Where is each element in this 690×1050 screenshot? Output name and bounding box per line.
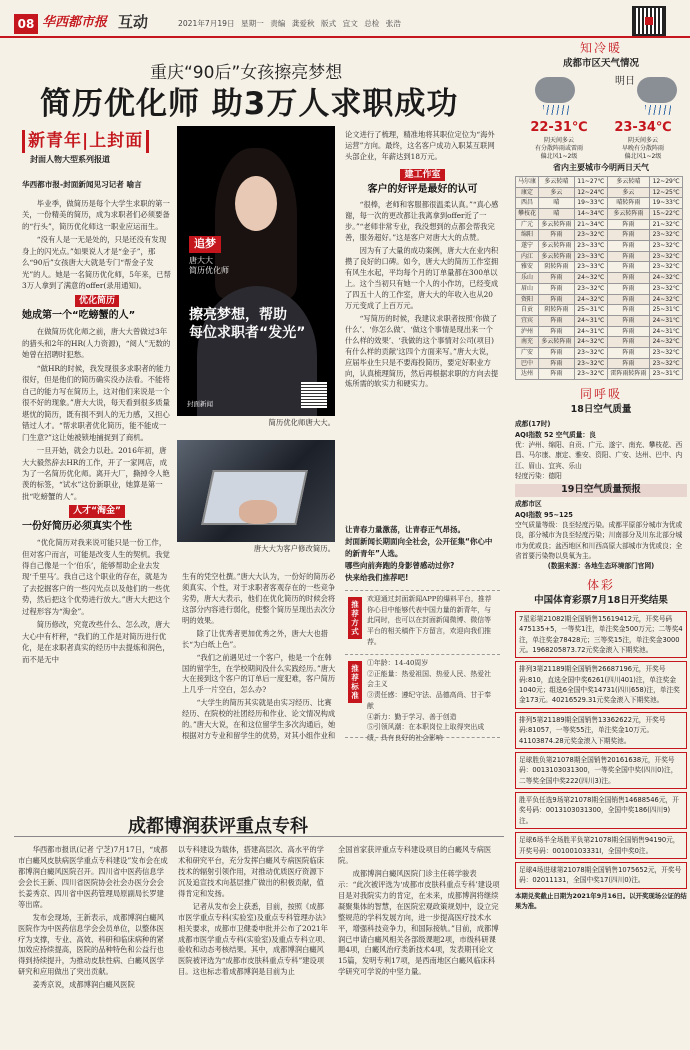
photo-slogan: 擦亮梦想，帮助 每位求职者“发光” — [189, 307, 306, 342]
weather-cell: 阵雨 — [538, 273, 574, 284]
lottery-note: 本期兑奖截止日期为2021年9月16日。以开奖现场公证的结果为准。 — [515, 891, 687, 910]
lottery-header: 体彩 — [586, 577, 615, 592]
rain-icon — [645, 105, 671, 115]
table-title: 省内主要城市今明两日天气 — [553, 163, 649, 172]
weather-cell: 多云转晴 — [607, 176, 650, 187]
body-paragraph: 一旦开始，就会力以赴。2016年初，唐大大毅然辞去HR的工作，开了一家网店，成为了一名简历优化师。离开大厂，撕掉令人艳羡的标签，“试水”这份新职业，她算是第一批“吃螃蟹的人”。 — [22, 446, 170, 501]
qr-code-icon — [301, 382, 327, 408]
section-title: 互动 — [118, 13, 149, 31]
weather-header: 知冷暖 — [579, 41, 622, 55]
weather-title: 成都市区天气情况 — [562, 58, 639, 70]
weather-cell: 广安 — [516, 348, 539, 359]
article-headline: 简历优化师 助3万人求职成功 — [40, 86, 459, 122]
weather-row — [516, 348, 683, 359]
body-paragraph: 全国首家获评重点专科建设项目的白癜风专病医院。 — [338, 845, 492, 865]
article-column-3 — [182, 572, 337, 744]
weather-cell: 阵雨 — [538, 294, 574, 305]
recommend-criteria-box — [345, 654, 500, 742]
weather-cell: 晴 — [538, 208, 574, 219]
page-number: 08 — [14, 14, 38, 34]
weather-cell: 23~33℃ — [574, 241, 607, 252]
weather-cell: 阵雨 — [607, 230, 650, 241]
weather-cell: 多云转阵雨 — [538, 219, 574, 230]
weather-cell: 多云转阵雨 — [538, 241, 574, 252]
weather-cell: 晴转阵雨 — [607, 198, 650, 209]
section-title: 她成第一个“吃螃蟹的人” — [22, 309, 136, 321]
qr-logo-icon — [645, 17, 653, 25]
forecast-block: 成都市区 AQI指数 95~125 空气质量等级：良至轻度污染。成都平原部分城市为优或良，部分城市为良至轻度污染；川南部分及川东北部分城市为优或良；盆西地区和川西高原大部城市为优或良；全省首要污染物以臭氧为主。 (数据来源：各地生态环境部门官网) — [515, 500, 683, 571]
weather-cell: 多云 — [538, 187, 574, 198]
weather-cell: 阵雨 — [607, 326, 650, 337]
recommend-notice — [345, 524, 497, 584]
rain-icon — [543, 105, 569, 115]
weather-row — [516, 176, 683, 187]
weather-cell: 泸州 — [516, 326, 539, 337]
weather-row — [516, 262, 683, 273]
info-sidebar — [515, 40, 687, 1045]
weather-cell: 12~24℃ — [574, 187, 607, 198]
air-header: 同呼吸 — [579, 387, 622, 402]
weather-cell: 23~32℃ — [574, 230, 607, 241]
weather-cell: 23~33℃ — [574, 251, 607, 262]
notice-line: 让青春力量激荡，让青春正气昂扬。 — [345, 525, 465, 534]
weather-cell: 23~32℃ — [650, 230, 683, 241]
weather-cell: 内江 — [516, 251, 539, 262]
weather-cell: 阴转阵雨 — [538, 305, 574, 316]
bottom-column-1 — [18, 845, 170, 993]
issue-meta: 2021年7月19日 星期一 责编 龚爱秋 版式 宜文 总检 张浩 — [178, 19, 401, 28]
weather-row — [516, 369, 683, 380]
weather-cell: 绵阳 — [516, 230, 539, 241]
body-paragraph: 生有的凭空杜撰。”唐大大认为，一份好的简历必须真实、个性，对于求职者客观存在的一些竞争劣势，唐大大表示，他们在优化简历的时候会将这部分内容进行弱化，使整个简历呈现出去次分明的效果。 — [182, 572, 336, 625]
weather-cell: 自贡 — [516, 305, 539, 316]
weather-row — [516, 251, 683, 262]
photo-brand: 封面新闻 — [187, 400, 213, 408]
tomorrow-weather: 23-34℃ 阴天间多云 早晚有分散阵雨 偏北风1~2级 — [614, 120, 672, 160]
body-paragraph: “我们之前遇见过一个客户，他是一个在韩国的留学生，在学校期间没什么实践经历。”唐大大在接到这个客户的订单后一度犯难，客户简历上几乎一片空白，怎么办? — [182, 652, 336, 695]
weather-cell: 阵雨 — [607, 294, 650, 305]
body-paragraph: “做HR的时候，我发现很多求职者的能力很好，但是他们的简历确实没办法看。不能将自己的能力写在简历上，这对他们来说是一个很不好的现象。”唐大大说，每天看到很多质量堪忧的简历，既有损不到人的无力感，又担心错过人才。“帮求职者优化简历，能不能成一门生意?”这让她被锁地捕捉到了商机。 — [22, 363, 171, 442]
notice-line: 封面新闻长期面向全社会，公开征集“你心中的新青年”人选。 — [345, 537, 493, 558]
body-paragraph: 以专科建设为载体，搭建高层次、高水平的学术和研究平台，充分发挥白癜风专病医院临床技术的辐射引领作用，对推动优质医疗资源下沉及追宣技术向基层推广做出的积极贡献，值得肯定和发扬。 — [178, 845, 324, 898]
weather-panel — [515, 73, 687, 159]
lead-paragraph: 毕业季，做简历是每个大学生求职的第一关，一份精美的简历，成为求职者们必须要备的“行头”，简历优化师这一职业应运而生。 — [22, 199, 170, 231]
weather-cell: 24~31℃ — [574, 326, 607, 337]
weather-cell: 阵雨 — [607, 337, 650, 348]
weather-cell: 23~32℃ — [574, 358, 607, 369]
weather-cell: 阵雨 — [607, 348, 650, 359]
box-tag: 推荐方式 — [348, 597, 362, 639]
weather-row — [516, 273, 683, 284]
weather-cell: 阵雨 — [607, 241, 650, 252]
section-tag: 建工作室 — [400, 169, 444, 181]
weather-cell: 阵雨 — [607, 283, 650, 294]
photo-name: 唐大大 简历优化师 — [189, 256, 229, 276]
body-paragraph: 发布会现场，王新表示，成都博润白癜风医院作为中医药信息学会会员单位，以整体医疗为支撑，专业、高效、科研和临床病种的紧加效应持续提高，医院的品种特色和公益行也得到持续提升，为推动皮肤性病、白癜风医学研究和应用做出了突出贡献。 — [18, 912, 164, 977]
weather-cell: 乐山 — [516, 273, 539, 284]
weather-cell: 24~32℃ — [574, 294, 607, 305]
article-column-4 — [345, 130, 500, 392]
weather-cell: 阵雨 — [538, 348, 574, 359]
weather-row — [516, 208, 683, 219]
body-paragraph: 简历修改，究竟改些什么、怎么改，唐大大心中有杆秤，“我们的工作是对简历进行优化，是在求职者真实的经历中去提炼和润色，而不是无中 — [22, 620, 170, 664]
body-paragraph: 华西都市报讯(记者 宁芝)7月17日，“成都市白癜风皮肤病医学重点专科建设”发布会在成都博润白癜风医院召开。四川省中医药信息学会会长王新、四川省医院协会社会办医分会会长姜秀京、四川省中医药管理局原副局长罗建等出席。 — [18, 845, 168, 909]
section-tag: 人才“淘金” — [69, 505, 125, 517]
box-tag: 推荐标准 — [348, 661, 362, 703]
weather-row — [516, 358, 683, 369]
weather-cell: 广元 — [516, 219, 539, 230]
recommend-method-box — [345, 590, 500, 652]
weather-cell: 巴中 — [516, 358, 539, 369]
body-paragraph: “很棒，老师和客服都很温柔认真。”“真心感谢，每一次的更改都让我离拿到offer近了一步。”“老师非常专业，我没想到的点都会帮我完善，服务超好。”这是客户对唐大大的点赞。 — [345, 200, 499, 243]
weather-row — [516, 283, 683, 294]
article-column-1 — [22, 198, 172, 667]
lottery-item: 排列5第21189期全国销售13362622元，开奖号码:81057，一等奖55注，单注奖金10万元。41103874.28元奖金滚入下期奖池。 — [515, 712, 687, 749]
body-paragraph: 除了让优秀者更加优秀之外，唐大大也措长“为白纸上色”。 — [182, 628, 328, 649]
weather-cell: 14~34℃ — [574, 208, 607, 219]
column-badge — [22, 130, 167, 166]
weather-cell: 阵雨 — [538, 358, 574, 369]
lottery-item: 7星彩第21082期全国销售15619412元，开奖号码475135+5，一等奖1注，单注奖金500万元；二等奖4注，单注奖金78428元；三等奖15注，单注奖金3000元。1968205873.72元奖金滚入下期奖池。 — [515, 611, 687, 659]
rain-cloud-icon — [637, 77, 677, 103]
weather-cell: 23~32℃ — [650, 348, 683, 359]
notice-line: 快来给我们推荐吧! — [345, 573, 409, 582]
weather-cell: 康定 — [516, 187, 539, 198]
weather-cell: 阴转阵雨 — [538, 262, 574, 273]
weather-cell: 23~32℃ — [574, 348, 607, 359]
body-paragraph: 姜秀京说，成都博润白癜风医院 — [32, 980, 135, 990]
weather-cell: 南充 — [516, 337, 539, 348]
weather-cell: 15~22℃ — [650, 208, 683, 219]
weather-cell: 攀枝花 — [516, 208, 539, 219]
box-text: 欢迎通过封面新闻APP的爆料平台，推荐你心目中能够代表中国力量的新青年，与此同时，也可以在封面新闻微博、微信等平台的相关稿件下方留言，欢迎向我们推荐。 — [367, 595, 492, 646]
weather-row — [516, 198, 683, 209]
weather-cell: 25~31℃ — [650, 305, 683, 316]
forecast-title: 19日空气质量预报 — [515, 484, 687, 497]
weather-cell: 阵雨 — [538, 315, 574, 326]
today-weather: 22-31℃ 阴天间多云 有分散阵雨或雷雨 偏北风1~2级 — [530, 120, 588, 160]
weather-cell: 雷阵雨转阵雨 — [607, 369, 650, 380]
article-kicker: 重庆“90后”女孩擦亮梦想 — [150, 63, 343, 83]
body-paragraph: 论文进行了梳理，精准地将其职位定位为“海外运营”方向。最终，这名客户成功入职某互联网头部企业，年薪达到18万元。 — [345, 130, 495, 161]
weather-cell: 阵雨 — [538, 369, 574, 380]
weather-cell: 24~31℃ — [650, 315, 683, 326]
weather-cell: 24~32℃ — [650, 337, 683, 348]
weather-cell: 眉山 — [516, 283, 539, 294]
weather-cell: 阵雨 — [607, 305, 650, 316]
weather-cell: 19~33℃ — [574, 198, 607, 209]
rain-cloud-icon — [535, 77, 575, 103]
lottery-item: 胜平负任选9场第21078期全国销售14688546元，开奖号码：0013103031300，全国中奖186(四川9)注。 — [515, 792, 687, 829]
notice-line: 哪些向前奔跑的身影曾感动过你? — [345, 561, 455, 570]
lottery-results — [515, 611, 687, 912]
weather-cell: 阵雨 — [607, 251, 650, 262]
weather-cell: 达州 — [516, 369, 539, 380]
criteria-list: ①年龄：14-40周岁 ②正能量：热爱祖国、热爱人民、热爱社会主义 ③责任感：遵纪守法、品德高尚、甘于奉献 ④新力：勤于学习、善于创造 ⑤引领风潮：在本职岗位上取得突出成绩，具有良好的社会影响 — [367, 659, 492, 742]
weather-cell: 西昌 — [516, 198, 539, 209]
weather-row — [516, 294, 683, 305]
lead-paragraph: “没有人是一无是处的，只是还没有发现身上的闪光点。”如果说人才是“金子”，那么“90后”女孩唐大大就是专门“帮金子发光”的人。她是一名简历优化师，5年来，已帮3万人拿到了满意的offer(录用通知)。 — [22, 235, 171, 291]
body-paragraph: 成都博润白癜风医院门诊主任蒋学骏表示：“此次被评选为‘成都市皮肤科重点专科’建设项目是对我院实力的肯定，在未来，成都博润将继续凝聚集体的智慧，在医院宏观政策规划中，设立完整规范的学科发展方向，进一步提高医疗技术水平，增强科技竞争力，和国际接轨。”目前，成都博润已申请白癜风相关各部级课题2项，市级科研课题4项，白癜风治疗类新技术4项，发表期刊论文15篇，发明专利17项，是西南地区白癜风临床科学研究可学说的中坚力量。 — [338, 868, 500, 977]
weather-cell: 阵雨 — [538, 230, 574, 241]
body-paragraph: 记者从发布会上获悉，目前，按照《成都市医学重点专科(实验室)及重点专科管理办法》相关要求，成都市卫健委申批并公布了2021年成都市医学重点专科(实验室)及重点专科立项、验收和动态考核结果。其中，成都博润白癜风医院被评选为“成都市皮肤科重点专科”建设项目。这也标志着成都博润是目前为止 — [178, 901, 330, 977]
weather-cell: 21~32℃ — [650, 219, 683, 230]
lottery-title: 中国体育彩票7月18日开奖结果 — [534, 595, 668, 607]
weather-cell: 多云 — [607, 187, 650, 198]
weather-cell: 23~32℃ — [650, 283, 683, 294]
body-paragraph: “大学生的简历其实就是由实习经历、比赛经历、在院校的社团经历和作业、论文情况构成的。”唐大大说，在和这位留学生多次沟通后，她根据对方专业和留学生的优势，对其小组作业和 — [182, 698, 336, 741]
weather-cell: 23~33℃ — [574, 262, 607, 273]
weather-cell: 24~31℃ — [650, 326, 683, 337]
weather-cell: 23~32℃ — [574, 369, 607, 380]
lottery-item: 排列3第21189期全国销售26687196元，开奖号码:810，直选全国中奖6261(四川401)注，单注奖金1040元；组选6全国中奖14731(四川658)注，单注奖金173元。40216529.31元奖金滚入下期奖池。 — [515, 661, 687, 709]
weather-row — [516, 326, 683, 337]
weather-cell: 21~34℃ — [574, 219, 607, 230]
weather-row — [516, 337, 683, 348]
weather-cell: 24~32℃ — [574, 337, 607, 348]
weather-row — [516, 305, 683, 316]
weather-cell: 11~27℃ — [574, 176, 607, 187]
weather-cell: 多云转阵雨 — [538, 337, 574, 348]
weather-cell: 24~32℃ — [574, 273, 607, 284]
weather-cell: 遂宁 — [516, 241, 539, 252]
column-badge-sub: 封面人物大型系列报道 — [30, 154, 110, 164]
weather-cell: 24~32℃ — [650, 294, 683, 305]
bottom-headline: 成都博润获评重点专科 — [128, 816, 308, 837]
weather-row — [516, 315, 683, 326]
weather-row — [516, 219, 683, 230]
body-paragraph: “优化简历对我来说可能只是一份工作，但对客户而言，可能是改变人生的契机。我觉得自己像是一个‘伯乐’，能够帮助企业去发现‘千里马’。我自己这个职业的存在，就是为了去挖掘客户的一些闪光点以及他们的一些优势，然后把这个优势进行放大。”唐大大把这个过程形容为“淘金”。 — [22, 538, 170, 616]
weather-cell: 宜宾 — [516, 315, 539, 326]
weather-cell: 23~32℃ — [650, 251, 683, 262]
laptop-photo — [177, 440, 335, 542]
byline: 华西都市报-封面新闻见习记者 喻言 — [22, 180, 142, 189]
weather-cell: 阵雨 — [538, 283, 574, 294]
air-title: 18日空气质量 — [570, 404, 632, 416]
photo-caption: 简历优化师唐大大。 — [268, 418, 335, 427]
weather-cell: 12~29℃ — [650, 176, 683, 187]
divider — [14, 836, 504, 837]
weather-cell: 23~32℃ — [650, 262, 683, 273]
weather-cell: 阵雨 — [538, 326, 574, 337]
weather-cell: 23~32℃ — [574, 283, 607, 294]
section-tag: 优化简历 — [75, 295, 119, 307]
weather-cell: 资阳 — [516, 294, 539, 305]
weather-cell: 24~31℃ — [574, 315, 607, 326]
bottom-column-3 — [338, 845, 500, 980]
weather-cell: 23~31℃ — [650, 369, 683, 380]
section-title: 一份好简历必须真实个性 — [22, 520, 132, 532]
weather-row — [516, 187, 683, 198]
weather-cell: 阵雨 — [607, 219, 650, 230]
body-paragraph: “写简历的时候，我建议求职者按照‘你做了什么’、‘你怎么做’、‘做这个事情是现出来一个什么样的效果’、‘我做的这个事情对公司(项目)有什么样的贡献’这四个方面来写。”唐大大说，应届毕业生只是不要海投简历，要定好职业方向，认真梳理简历，然后再根据求职的方向去提炼所需的软实力和硬实力。 — [345, 313, 499, 389]
weather-row — [516, 230, 683, 241]
weather-cell: 阵雨 — [607, 262, 650, 273]
tomorrow-label: 明日 — [615, 76, 635, 87]
weather-cell: 24~32℃ — [650, 273, 683, 284]
air-quality-block: 成都(17时) AQI指数 52 空气质量：良 优：泸州、绵阳、自贡、广元、遂宁、南充、攀枝花、西昌、马尔康、康定、雅安、资阳、广安、达州、巴中、内江、眉山、宜宾、乐山 轻度污染：德阳 — [515, 420, 683, 481]
weather-cell: 雅安 — [516, 262, 539, 273]
weather-cell: 19~33℃ — [650, 198, 683, 209]
weather-cell: 多云转晴 — [538, 176, 574, 187]
weather-cell: 12~25℃ — [650, 187, 683, 198]
weather-cell: 23~32℃ — [650, 241, 683, 252]
portrait-photo — [177, 126, 335, 416]
weather-cell: 晴 — [538, 198, 574, 209]
body-paragraph: 在做简历优化师之前，唐大大曾做过3年的猎头和2年的HR(人力资源)，“阅人”无数的她曾在招聘时犯愁。 — [22, 327, 171, 360]
weather-cell: 23~32℃ — [650, 358, 683, 369]
section-title: 客户的好评是最好的认可 — [367, 183, 478, 195]
masthead-logo: 华西都市报 — [42, 15, 108, 30]
weather-cell: 阵雨 — [607, 273, 650, 284]
weather-cell: 多云转阵雨 — [538, 251, 574, 262]
photo-tag: 追梦 — [189, 236, 221, 253]
weather-cell: 马尔康 — [516, 176, 539, 187]
column-badge-title: 新青年|上封面 — [22, 130, 149, 153]
weather-cell: 多云转阵雨 — [607, 208, 650, 219]
lottery-item: 足球4场进球第21078期全国销售1075652元，开奖号码：02011131，全国中奖17(四川0)注。 — [515, 862, 687, 889]
body-paragraph: 因为有了大量的成功案例，唐大大在业内积攒了良好的口碑。如今，唐大大的简历工作室拥有风生水起，平均每个月的订单量都在300单以上。这个当初只有她一个人的小作坊，已经变成了四五十人的工作室，唐大大的年收入也从20万元变成了上百万元。 — [345, 246, 499, 310]
photo-caption: 唐大大为客户修改简历。 — [253, 544, 335, 553]
lottery-item: 足球胜负第21078期全国销售20161638元，开奖号码：0013103031300，一等奖全国中奖(四川0)注，二等奖全国中奖222(四川3)注。 — [515, 752, 687, 789]
weather-cell: 阵雨 — [607, 358, 650, 369]
bottom-column-2 — [178, 845, 330, 980]
weather-cell: 阵雨 — [607, 315, 650, 326]
weather-row — [516, 241, 683, 252]
lottery-item: 足球6场半全场胜平负第21078期全国销售94190元，开奖号码：00100103331I，全国中奖0注。 — [515, 832, 687, 859]
city-weather-table — [515, 176, 683, 380]
weather-cell: 25~31℃ — [574, 305, 607, 316]
